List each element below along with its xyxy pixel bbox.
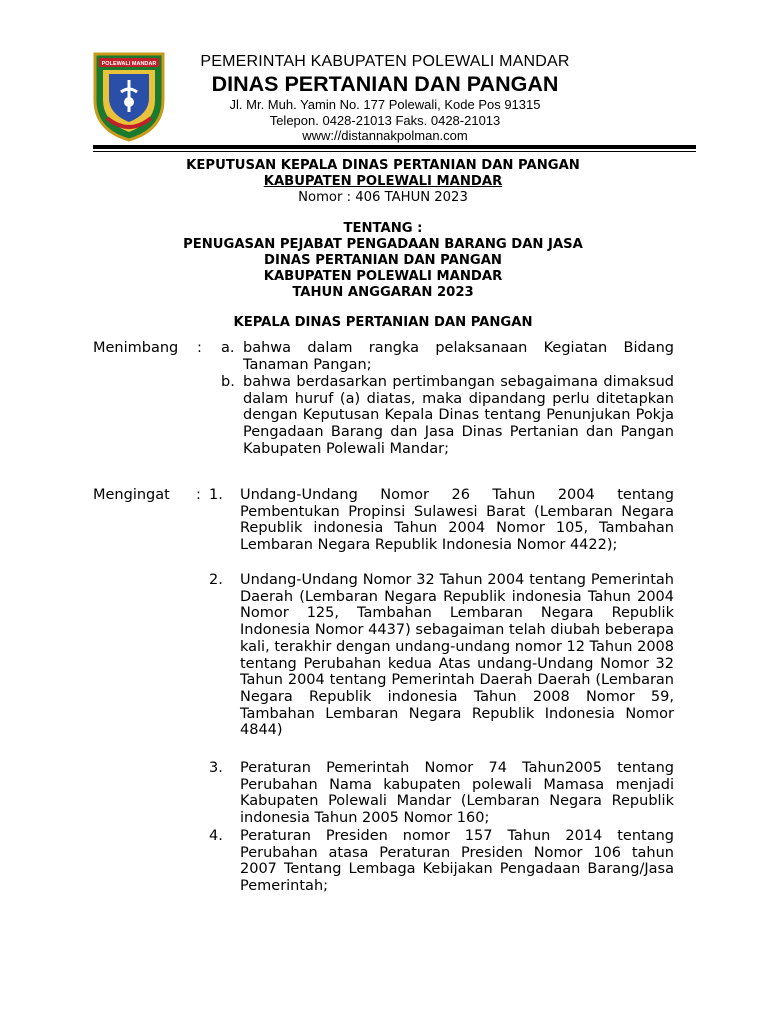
agency-website: www://distannakpolman.com [302, 128, 468, 143]
decree-regency: KABUPATEN POLEWALI MANDAR [263, 174, 503, 189]
list-marker: b. [221, 374, 235, 390]
agency-address: Jl. Mr. Muh. Yamin No. 177 Polewali, Kode Pos 91315 [229, 97, 541, 112]
menimbang-section [93, 340, 675, 480]
list-item: Undang-Undang Nomor 32 Tahun 2004 tentang Pemerintah Daerah (Lembaran Negara Republik indonesia Tahun 2004 Nomor 125, Tambahan Lembaran Negara Republik Indonesia Nomor 4437) sebagaiman telah diubah beberapa kali, terakhir dengan undang-undang nomor 12 Tahun 2008 tentang Perubahan kedua Atas undang-Undang Nomor 32 Tahun 2004 tentang Pemerintah Daerah Daerah (Lembaran Negara Republik indonesia Tahun 2008 Nomor 59, Tambahan Lembaran Negara Republik Indonesia Nomor 4844) [240, 572, 674, 739]
menimbang-colon: : [197, 340, 202, 356]
list-item: Peraturan Pemerintah Nomor 74 Tahun2005 tentang Perubahan Nama kabupaten polewali Mamasa menjadi Kabupaten Polewali Mandar (Lembaran Negara Republik indonesia Tahun 2005 Nomor 160; [240, 760, 674, 827]
list-item: Undang-Undang Nomor 26 Tahun 2004 tentang Pembentukan Propinsi Sulawesi Barat (Lembaran Negara Republik indonesia Tahun 2004 Nomor 105, Tambahan Lembaran Negara Republik Indonesia Nomor 4422); [240, 487, 674, 554]
menimbang-label: Menimbang [93, 340, 179, 356]
mengingat-section [93, 487, 675, 917]
list-marker: 2. [209, 572, 223, 588]
svg-text:POLEWALI MANDAR: POLEWALI MANDAR [101, 61, 157, 67]
list-marker: 3. [209, 760, 223, 776]
mengingat-label: Mengingat [93, 487, 170, 503]
decree-number: Nomor : 406 TAHUN 2023 [298, 190, 468, 205]
about-line: DINAS PERTANIAN DAN PANGAN [264, 253, 502, 268]
letterhead-divider-thin [93, 151, 696, 152]
list-marker: 1. [209, 487, 223, 503]
list-item: bahwa dalam rangka pelaksanaan Kegiatan Bidang Tanaman Pangan; [243, 340, 674, 373]
letterhead-divider-thick [93, 145, 696, 149]
list-item: Peraturan Presiden nomor 157 Tahun 2014 tentang Perubahan atasa Peraturan Presiden Nomor 106 tahun 2007 Tentang Lembaga Kebijakan Pengadaan Barang/Jasa Pemerintah; [240, 828, 674, 895]
agency-name: DINAS PERTANIAN DAN PANGAN [211, 72, 559, 96]
list-marker: a. [221, 340, 235, 356]
about-label: TENTANG : [343, 221, 423, 236]
list-marker: 4. [209, 828, 223, 844]
decree-title: KEPUTUSAN KEPALA DINAS PERTANIAN DAN PANGAN [186, 158, 580, 173]
government-name: PEMERINTAH KABUPATEN POLEWALI MANDAR [200, 53, 570, 70]
agency-phone: Telepon. 0428-21013 Faks. 0428-21013 [269, 112, 501, 128]
about-line: KABUPATEN POLEWALI MANDAR [263, 269, 503, 284]
issuer-title: KEPALA DINAS PERTANIAN DAN PANGAN [233, 315, 533, 330]
letterhead [170, 52, 600, 144]
list-item: bahwa berdasarkan pertimbangan sebagaimana dimaksud dalam huruf (a) diatas, maka dipandang perlu ditetapkan dengan Keputusan Kepala Dinas tentang Penunjukan Pokja Pengadaan Barang dan Jasa Dinas Pertanian dan Pangan Kabupaten Polewali Mandar; [243, 374, 674, 457]
about-line: PENUGASAN PEJABAT PENGADAAN BARANG DAN JASA [183, 237, 583, 252]
about-line: TAHUN ANGGARAN 2023 [292, 285, 474, 300]
regency-emblem-icon [93, 52, 165, 142]
mengingat-colon: : [196, 487, 201, 503]
